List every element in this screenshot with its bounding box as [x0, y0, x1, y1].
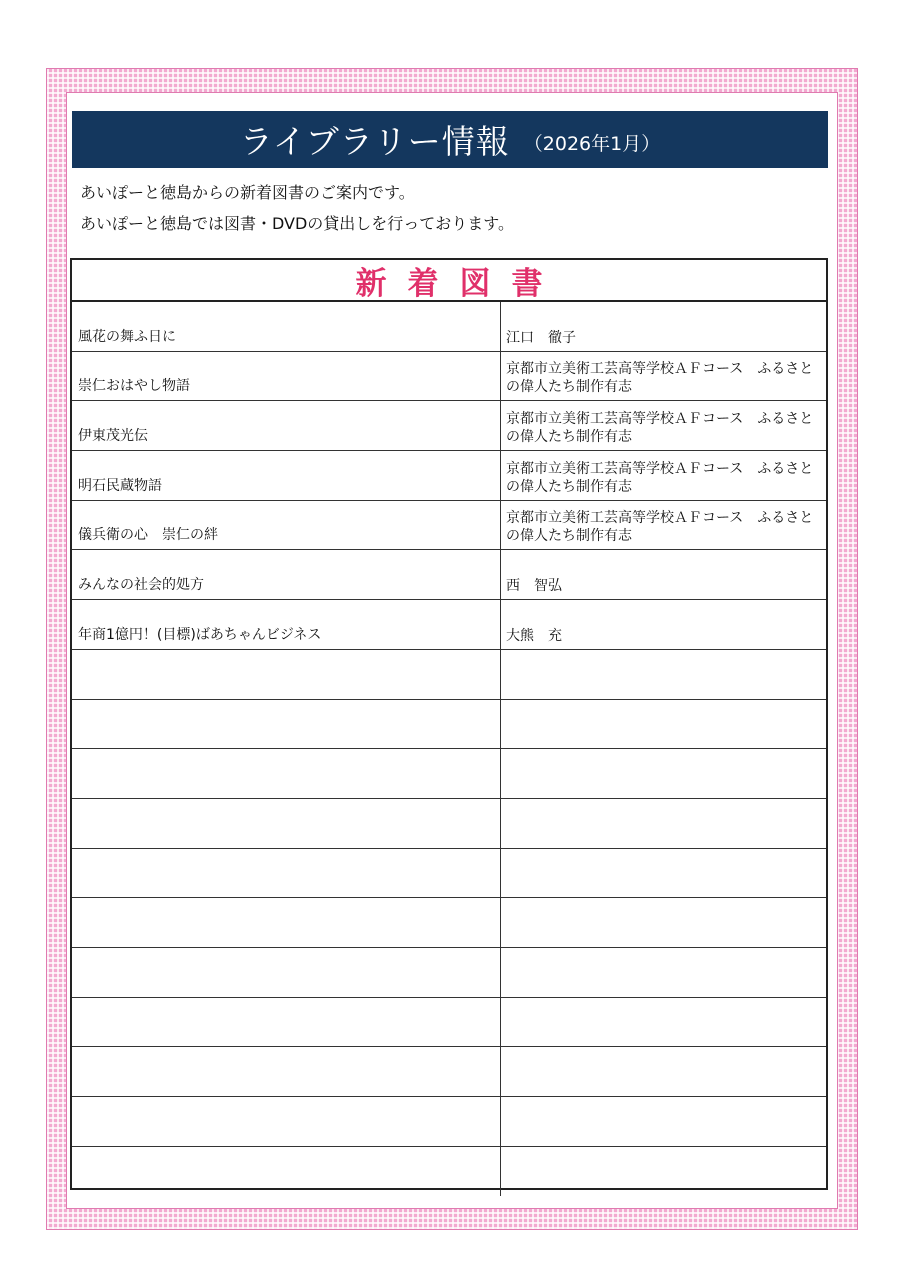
table-row [72, 1047, 826, 1097]
table-row [72, 600, 826, 650]
new-books-table [70, 258, 828, 1190]
table-title: 新着図書 [72, 260, 826, 302]
table-row [72, 550, 826, 600]
book-author-cell [501, 1047, 826, 1096]
book-title-cell [72, 401, 501, 450]
book-author-cell [501, 948, 826, 997]
table-row [72, 948, 826, 998]
book-title-cell [72, 998, 501, 1047]
book-author-cell [501, 849, 826, 898]
book-author-cell [501, 302, 826, 351]
book-title: 伊東茂光伝 [78, 428, 148, 445]
table-row [72, 849, 826, 899]
table-row [72, 749, 826, 799]
table-row [72, 302, 826, 352]
book-author-cell [501, 550, 826, 599]
book-author-cell [501, 451, 826, 500]
book-title-cell [72, 352, 501, 401]
table-row [72, 1147, 826, 1197]
book-author: 西 智弘 [506, 578, 562, 595]
book-author: 京都市立美術工芸高等学校ＡＦコース ふるさとの偉人たち制作有志 [506, 411, 814, 446]
book-title-cell [72, 948, 501, 997]
table-row [72, 650, 826, 700]
book-title-cell [72, 1147, 501, 1197]
book-author: 京都市立美術工芸高等学校ＡＦコース ふるさとの偉人たち制作有志 [506, 510, 814, 545]
book-title: 明石民蔵物語 [78, 477, 162, 494]
table-row [72, 401, 826, 451]
book-author-cell [501, 352, 826, 401]
book-title-cell [72, 501, 501, 550]
book-author: 江口 徹子 [506, 329, 576, 346]
table-row [72, 998, 826, 1048]
table-row [72, 799, 826, 849]
book-title-cell [72, 302, 501, 351]
book-author-cell [501, 998, 826, 1047]
book-author-cell [501, 700, 826, 749]
table-row [72, 898, 826, 948]
page-title: ライブラリー情報 [239, 122, 510, 161]
book-title: 風花の舞ふ日に [78, 328, 176, 345]
book-author: 大熊 充 [506, 627, 562, 644]
book-title-cell [72, 700, 501, 749]
book-author: 京都市立美術工芸高等学校ＡＦコース ふるさとの偉人たち制作有志 [506, 361, 814, 396]
table-row [72, 501, 826, 551]
book-author-cell [501, 401, 826, 450]
book-author-cell [501, 898, 826, 947]
book-author-cell [501, 501, 826, 550]
book-title: みんなの社会的処方 [78, 577, 204, 594]
book-author-cell [501, 1097, 826, 1146]
book-author-cell [501, 799, 826, 848]
book-title-cell [72, 600, 501, 649]
header-banner [72, 111, 828, 168]
book-author-cell [501, 650, 826, 699]
intro-line-1: あいぽーと徳島からの新着図書のご案内です。 [80, 183, 415, 202]
book-title-cell [72, 849, 501, 898]
intro-line-2: あいぽーと徳島では図書・DVDの貸出しを行っております。 [80, 214, 515, 233]
book-title-cell [72, 451, 501, 500]
issue-period: （2026年1月） [523, 133, 661, 155]
table-row [72, 352, 826, 402]
table-row [72, 1097, 826, 1147]
book-author-cell [501, 749, 826, 798]
book-title-cell [72, 650, 501, 699]
book-title: 儀兵衛の心 崇仁の絆 [78, 527, 218, 544]
book-title-cell [72, 1047, 501, 1096]
book-title: 崇仁おはやし物語 [78, 378, 190, 395]
book-title-cell [72, 1097, 501, 1146]
table-row [72, 700, 826, 750]
book-author-cell [501, 600, 826, 649]
book-title-cell [72, 898, 501, 947]
book-author-cell [501, 1147, 826, 1197]
book-title: 年商1億円！(目標)ばあちゃんビジネス [78, 626, 322, 643]
table-row [72, 451, 826, 501]
book-author: 京都市立美術工芸高等学校ＡＦコース ふるさとの偉人たち制作有志 [506, 460, 814, 495]
table-body [72, 302, 826, 1196]
book-title-cell [72, 550, 501, 599]
book-title-cell [72, 749, 501, 798]
book-title-cell [72, 799, 501, 848]
